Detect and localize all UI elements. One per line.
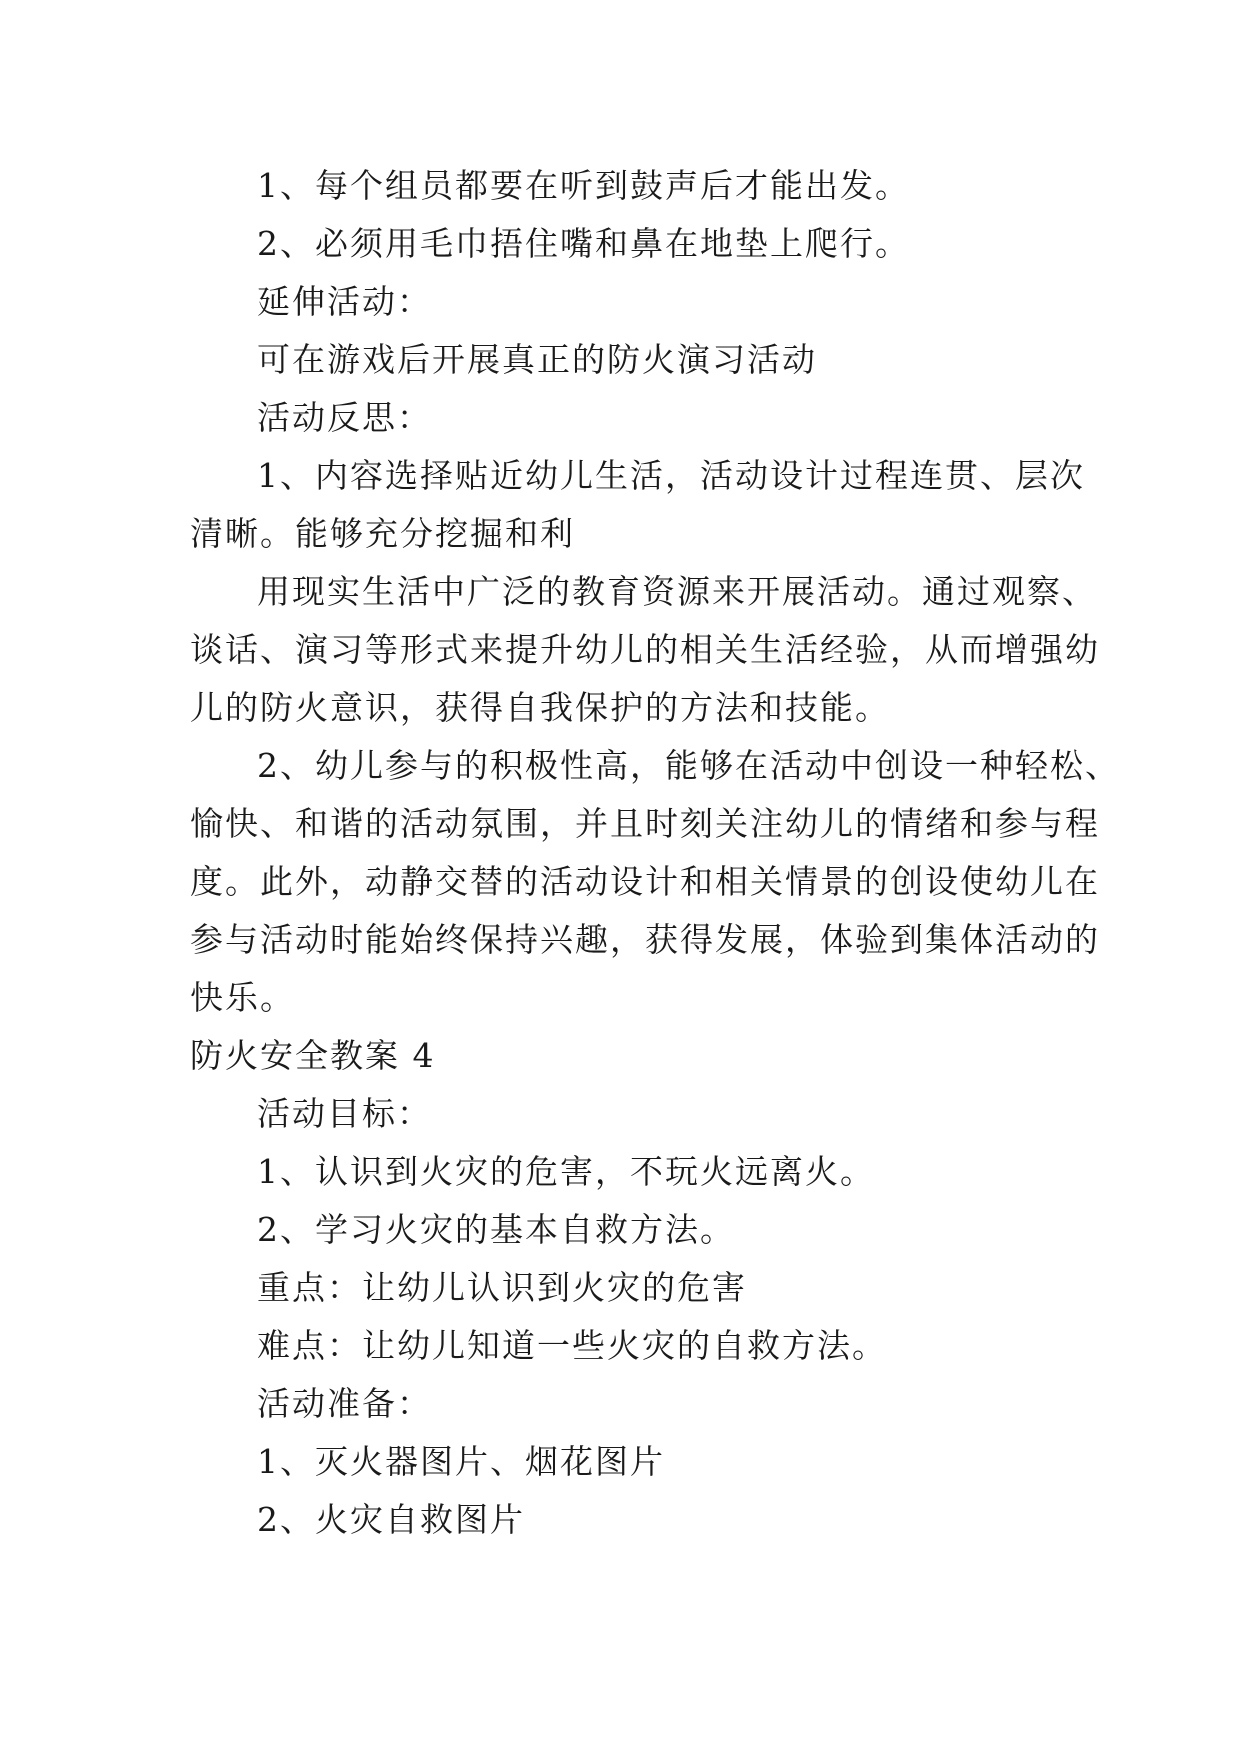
- paragraph-line: 儿的防火意识，获得自我保护的方法和技能。: [190, 688, 890, 727]
- paragraph-line: 重点：让幼儿认识到火灾的危害: [257, 1268, 747, 1307]
- paragraph-line: 1、内容选择贴近幼儿生活，活动设计过程连贯、层次: [257, 456, 1085, 495]
- paragraph-line: 2、火灾自救图片: [257, 1500, 525, 1539]
- paragraph-line: 2、必须用毛巾捂住嘴和鼻在地垫上爬行。: [257, 224, 910, 263]
- paragraph-line: 谈话、演习等形式来提升幼儿的相关生活经验，从而增强幼: [190, 630, 1100, 669]
- paragraph-line: 1、认识到火灾的危害，不玩火远离火。: [257, 1152, 875, 1191]
- paragraph-line: 活动目标：: [257, 1094, 432, 1133]
- paragraph-line: 愉快、和谐的活动氛围，并且时刻关注幼儿的情绪和参与程: [190, 804, 1100, 843]
- paragraph-line: 快乐。: [190, 978, 295, 1017]
- paragraph-line: 清晰。能够充分挖掘和利: [190, 514, 575, 553]
- paragraph-line: 1、灭火器图片、烟花图片: [257, 1442, 665, 1481]
- paragraph-line: 参与活动时能始终保持兴趣，获得发展，体验到集体活动的: [190, 920, 1100, 959]
- paragraph-line: 活动反思：: [257, 398, 432, 437]
- paragraph-line: 2、学习火灾的基本自救方法。: [257, 1210, 735, 1249]
- paragraph-line: 难点：让幼儿知道一些火灾的自救方法。: [257, 1326, 887, 1365]
- paragraph-line: 用现实生活中广泛的教育资源来开展活动。通过观察、: [257, 572, 1097, 611]
- section-heading: 防火安全教案 4: [190, 1036, 436, 1075]
- paragraph-line: 度。此外，动静交替的活动设计和相关情景的创设使幼儿在: [190, 862, 1100, 901]
- paragraph-line: 2、幼儿参与的积极性高，能够在活动中创设一种轻松、: [257, 746, 1120, 785]
- paragraph-line: 活动准备：: [257, 1384, 432, 1423]
- paragraph-line: 可在游戏后开展真正的防火演习活动: [257, 340, 817, 379]
- paragraph-line: 1、每个组员都要在听到鼓声后才能出发。: [257, 166, 910, 205]
- paragraph-line: 延伸活动：: [257, 282, 432, 321]
